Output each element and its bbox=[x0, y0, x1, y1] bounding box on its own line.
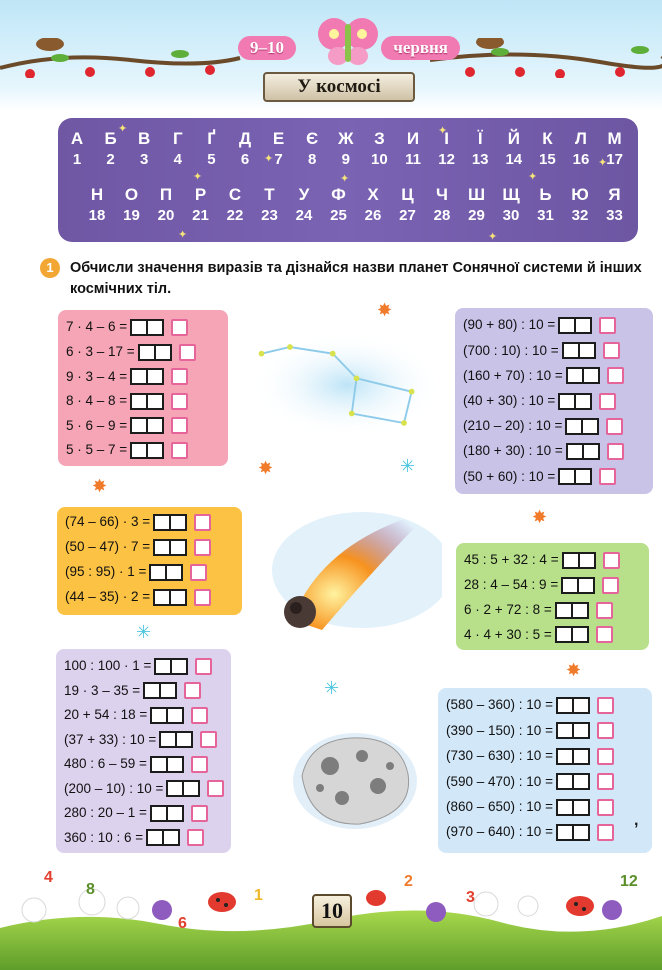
svg-text:8: 8 bbox=[86, 881, 95, 898]
equation-row bbox=[463, 339, 620, 361]
equation-row bbox=[446, 745, 614, 767]
answer-boxes[interactable] bbox=[153, 514, 187, 531]
alphabet-cell bbox=[186, 184, 216, 226]
alphabet-letter: Х bbox=[367, 185, 379, 204]
equation-expression: (37 + 33) : 10 = bbox=[64, 731, 157, 747]
equation-expression: 5 · 5 – 7 = bbox=[66, 442, 128, 458]
alphabet-cell bbox=[398, 128, 428, 170]
constellation-illustration bbox=[252, 330, 442, 440]
equation-expression: 20 + 54 : 18 = bbox=[64, 707, 148, 723]
equation-row bbox=[64, 680, 201, 702]
equation-row bbox=[66, 439, 188, 461]
alphabet-letter: Ї bbox=[477, 129, 483, 148]
letter-box[interactable] bbox=[194, 539, 211, 556]
letter-box[interactable] bbox=[179, 344, 196, 361]
star-icon: ✦ bbox=[264, 153, 274, 165]
equation-expression: 28 : 4 – 54 : 9 = bbox=[464, 577, 559, 593]
equation-expression: 360 : 10 : 6 = bbox=[64, 829, 144, 845]
alphabet-number: 21 bbox=[192, 207, 209, 224]
alphabet-number: 7 bbox=[274, 151, 283, 168]
equation-row bbox=[464, 599, 613, 621]
alphabet-letter: Ж bbox=[338, 129, 354, 148]
equation-row bbox=[64, 827, 204, 849]
letter-box[interactable] bbox=[603, 552, 620, 569]
equation-expression: 6 · 3 – 17 = bbox=[66, 344, 135, 360]
star-icon: ✸ bbox=[532, 507, 548, 527]
equation-row bbox=[64, 753, 208, 775]
star-icon: ✦ bbox=[118, 123, 128, 135]
equation-expression: (860 – 650) : 10 = bbox=[446, 799, 553, 815]
equation-expression: (590 – 470) : 10 = bbox=[446, 773, 553, 789]
page-number: 10 bbox=[312, 894, 352, 928]
answer-boxes[interactable] bbox=[153, 589, 187, 606]
equation-row bbox=[64, 778, 224, 800]
alphabet-letter: К bbox=[542, 129, 553, 148]
letter-box[interactable] bbox=[596, 602, 613, 619]
alphabet-letter: И bbox=[406, 129, 420, 148]
equation-expression: (210 – 20) : 10 = bbox=[463, 418, 563, 434]
answer-boxes[interactable] bbox=[561, 577, 595, 594]
alphabet-number: 2 bbox=[106, 151, 115, 168]
letter-box[interactable] bbox=[194, 514, 211, 531]
alphabet-number: 5 bbox=[207, 151, 216, 168]
equation-expression: 480 : 6 – 59 = bbox=[64, 756, 147, 772]
alphabet-letter: З bbox=[374, 129, 385, 148]
letter-box[interactable] bbox=[194, 589, 211, 606]
equation-row bbox=[463, 390, 616, 412]
answer-boxes[interactable] bbox=[143, 682, 177, 699]
alphabet-number: 31 bbox=[537, 207, 554, 224]
panel-yellow bbox=[57, 507, 242, 615]
star-icon: ✸ bbox=[258, 458, 274, 478]
letter-box[interactable] bbox=[207, 780, 224, 797]
equation-row bbox=[446, 770, 614, 792]
star-icon: ✦ bbox=[193, 171, 203, 183]
alphabet-cell bbox=[129, 128, 159, 170]
alphabet-cell bbox=[465, 128, 495, 170]
star-icon: ✸ bbox=[566, 660, 582, 680]
answer-boxes[interactable] bbox=[166, 780, 200, 797]
alphabet-letter: Н bbox=[90, 185, 104, 204]
alphabet-number: 6 bbox=[240, 151, 250, 168]
alphabet-number: 16 bbox=[572, 151, 590, 168]
panel-blue bbox=[438, 688, 652, 853]
alphabet-letter: Щ bbox=[502, 185, 520, 204]
alphabet-letter: Ґ bbox=[207, 129, 216, 148]
answer-boxes[interactable] bbox=[159, 731, 193, 748]
equation-expression: 4 · 4 + 30 : 5 = bbox=[464, 626, 552, 642]
star-icon: ✦ bbox=[438, 125, 448, 137]
equation-row bbox=[64, 655, 212, 677]
answer-boxes[interactable] bbox=[130, 442, 164, 459]
alphabet-letter: Я bbox=[608, 185, 621, 204]
alphabet-letter: Ь bbox=[539, 185, 552, 204]
letter-box[interactable] bbox=[200, 731, 217, 748]
alphabet-number: 23 bbox=[261, 207, 278, 224]
equation-row bbox=[65, 536, 211, 558]
equation-expression: (200 – 10) : 10 = bbox=[64, 780, 164, 796]
svg-text:2: 2 bbox=[404, 873, 413, 890]
equation-expression: (390 – 150) : 10 = bbox=[446, 722, 553, 738]
panel-lavender-right bbox=[455, 308, 653, 494]
letter-box[interactable] bbox=[607, 443, 624, 460]
task-number: 1 bbox=[40, 258, 60, 278]
equation-expression: 8 · 4 – 8 = bbox=[66, 393, 128, 409]
equation-expression: (74 – 66) · 3 = bbox=[65, 514, 151, 530]
alphabet-number: 33 bbox=[606, 207, 623, 224]
answer-boxes[interactable] bbox=[565, 418, 599, 435]
letter-box[interactable] bbox=[171, 442, 188, 459]
letter-box[interactable] bbox=[171, 417, 188, 434]
star-icon: ✦ bbox=[340, 173, 350, 185]
alphabet-letter: Г bbox=[172, 129, 183, 148]
answer-boxes[interactable] bbox=[130, 393, 164, 410]
alphabet-cell bbox=[324, 184, 354, 226]
alphabet-letter: Д bbox=[238, 129, 252, 148]
alphabet-cell bbox=[289, 184, 319, 226]
comet-illustration bbox=[262, 500, 442, 650]
svg-text:3: 3 bbox=[466, 889, 475, 906]
equation-row bbox=[464, 623, 613, 645]
equation-expression: 19 · 3 – 35 = bbox=[64, 682, 141, 698]
svg-text:12: 12 bbox=[620, 873, 638, 890]
answer-boxes[interactable] bbox=[556, 697, 590, 714]
answer-boxes[interactable] bbox=[154, 658, 188, 675]
equation-expression: (160 + 70) : 10 = bbox=[463, 367, 563, 383]
alphabet-letter: І bbox=[444, 129, 449, 148]
alphabet-cell bbox=[196, 128, 226, 170]
equation-row bbox=[65, 586, 211, 608]
equation-row bbox=[464, 574, 619, 596]
alphabet-number: 14 bbox=[505, 151, 523, 168]
equation-expression: 6 · 2 + 72 : 8 = bbox=[464, 602, 552, 618]
alphabet-number: 12 bbox=[438, 151, 455, 168]
equation-expression: (970 – 640) : 10 = bbox=[446, 824, 553, 840]
alphabet-cell bbox=[427, 184, 457, 226]
equation-row bbox=[66, 341, 196, 363]
star-icon: ✳ bbox=[400, 456, 416, 476]
alphabet-letter: Е bbox=[272, 129, 285, 148]
equation-expression: (50 – 47) · 7 = bbox=[65, 539, 151, 555]
alphabet-letter: М bbox=[607, 129, 622, 148]
star-icon: ✦ bbox=[598, 157, 608, 169]
answer-boxes[interactable] bbox=[146, 829, 180, 846]
answer-boxes[interactable] bbox=[153, 539, 187, 556]
alphabet-cipher-table bbox=[58, 118, 638, 242]
answer-boxes[interactable] bbox=[149, 564, 183, 581]
letter-box[interactable] bbox=[171, 393, 188, 410]
alphabet-letter: Й bbox=[507, 129, 520, 148]
answer-boxes[interactable] bbox=[556, 799, 590, 816]
letter-box[interactable] bbox=[597, 824, 614, 841]
alphabet-letter: О bbox=[124, 185, 139, 204]
svg-text:4: 4 bbox=[44, 869, 53, 886]
equation-expression: 45 : 5 + 32 : 4 = bbox=[464, 552, 559, 568]
answer-boxes[interactable] bbox=[138, 344, 172, 361]
trailing-comma: , bbox=[634, 812, 639, 829]
equation-row bbox=[64, 729, 217, 751]
answer-boxes[interactable] bbox=[562, 552, 596, 569]
letter-box[interactable] bbox=[597, 773, 614, 790]
date-badge bbox=[238, 30, 460, 66]
equation-row bbox=[446, 719, 614, 741]
asteroid-illustration bbox=[290, 726, 420, 836]
star-icon: ✳ bbox=[136, 622, 152, 642]
letter-box[interactable] bbox=[195, 658, 212, 675]
equation-expression: (95 : 95) · 1 = bbox=[65, 564, 147, 580]
alphabet-cell bbox=[297, 128, 327, 170]
alphabet-number: 25 bbox=[330, 207, 347, 224]
letter-box[interactable] bbox=[599, 317, 616, 334]
alphabet-cell bbox=[566, 128, 596, 170]
answer-boxes[interactable] bbox=[130, 319, 164, 336]
alphabet-cell bbox=[117, 184, 147, 226]
answer-boxes[interactable] bbox=[566, 443, 600, 460]
alphabet-cell bbox=[163, 128, 193, 170]
equation-row bbox=[446, 694, 614, 716]
alphabet-letter: Ш bbox=[467, 185, 486, 204]
svg-text:6: 6 bbox=[178, 915, 187, 932]
alphabet-number: 17 bbox=[606, 151, 623, 168]
equation-expression: (580 – 360) : 10 = bbox=[446, 697, 553, 713]
letter-box[interactable] bbox=[607, 367, 624, 384]
answer-boxes[interactable] bbox=[130, 417, 164, 434]
answer-boxes[interactable] bbox=[150, 805, 184, 822]
alphabet-row-2 bbox=[58, 184, 638, 234]
equation-row bbox=[463, 314, 616, 336]
answer-boxes[interactable] bbox=[556, 722, 590, 739]
equation-expression: (180 + 30) : 10 = bbox=[463, 443, 563, 459]
star-icon: ✦ bbox=[178, 229, 188, 241]
answer-boxes[interactable] bbox=[555, 602, 589, 619]
alphabet-number: 4 bbox=[173, 151, 182, 168]
alphabet-number: 26 bbox=[364, 207, 382, 224]
equation-expression: (44 – 35) · 2 = bbox=[65, 589, 151, 605]
equation-row bbox=[446, 796, 614, 818]
alphabet-number: 32 bbox=[571, 207, 589, 224]
answer-boxes[interactable] bbox=[556, 773, 590, 790]
equation-row bbox=[65, 511, 211, 533]
alphabet-cell bbox=[496, 184, 526, 226]
alphabet-cell bbox=[565, 184, 595, 226]
svg-text:1: 1 bbox=[254, 887, 263, 904]
equation-expression: (40 + 30) : 10 = bbox=[463, 393, 556, 409]
butterfly-icon bbox=[316, 14, 380, 68]
letter-box[interactable] bbox=[191, 756, 208, 773]
alphabet-cell bbox=[151, 184, 181, 226]
alphabet-cell bbox=[499, 128, 529, 170]
answer-boxes[interactable] bbox=[130, 368, 164, 385]
alphabet-cell bbox=[393, 184, 423, 226]
alphabet-cell bbox=[600, 184, 630, 226]
letter-box[interactable] bbox=[599, 393, 616, 410]
page-title: У космосі bbox=[263, 72, 415, 102]
equation-row bbox=[463, 364, 624, 386]
alphabet-cell bbox=[82, 184, 112, 226]
letter-box[interactable] bbox=[191, 805, 208, 822]
alphabet-cell bbox=[220, 184, 250, 226]
alphabet-letter: Ч bbox=[436, 185, 448, 204]
equation-expression: 9 · 3 – 4 = bbox=[66, 368, 128, 384]
equation-expression: (730 – 630) : 10 = bbox=[446, 748, 553, 764]
equation-expression: (700 : 10) : 10 = bbox=[463, 342, 559, 358]
answer-boxes[interactable] bbox=[555, 626, 589, 643]
alphabet-number: 1 bbox=[72, 151, 82, 168]
letter-box[interactable] bbox=[597, 722, 614, 739]
equation-expression: (90 + 80) : 10 = bbox=[463, 317, 556, 333]
letter-box[interactable] bbox=[187, 829, 204, 846]
alphabet-cell bbox=[255, 184, 285, 226]
star-icon: ✦ bbox=[488, 231, 498, 243]
alphabet-number: 30 bbox=[502, 207, 520, 224]
alphabet-letter: П bbox=[159, 185, 173, 204]
alphabet-number: 22 bbox=[226, 207, 244, 224]
answer-boxes[interactable] bbox=[556, 824, 590, 841]
letter-box[interactable] bbox=[171, 368, 188, 385]
equation-row bbox=[463, 440, 624, 462]
alphabet-letter: Р bbox=[194, 185, 207, 204]
alphabet-letter: Т bbox=[264, 185, 275, 204]
alphabet-number: 13 bbox=[471, 151, 489, 168]
star-icon: ✸ bbox=[92, 476, 108, 496]
equation-expression: 5 · 6 – 9 = bbox=[66, 417, 128, 433]
alphabet-number: 11 bbox=[405, 151, 421, 168]
alphabet-letter: У bbox=[298, 185, 310, 204]
alphabet-number: 24 bbox=[295, 207, 313, 224]
alphabet-cell bbox=[230, 128, 260, 170]
equation-row bbox=[66, 365, 188, 387]
date-month: червня bbox=[381, 36, 460, 60]
answer-boxes[interactable] bbox=[558, 393, 592, 410]
alphabet-cell bbox=[462, 184, 492, 226]
alphabet-row-1 bbox=[58, 128, 638, 178]
equation-expression: 7 · 4 – 6 = bbox=[66, 319, 128, 335]
alphabet-number: 29 bbox=[468, 207, 485, 224]
date-days: 9–10 bbox=[238, 36, 296, 60]
answer-boxes[interactable] bbox=[562, 342, 596, 359]
panel-lavender-left bbox=[56, 649, 231, 853]
answer-boxes[interactable] bbox=[558, 317, 592, 334]
answer-boxes[interactable] bbox=[558, 468, 592, 485]
letter-box[interactable] bbox=[599, 468, 616, 485]
letter-box[interactable] bbox=[597, 697, 614, 714]
task-instruction: Обчисли значення виразів та дізнайся назви планет Сонячної системи й інших космічних тіл. bbox=[70, 260, 642, 297]
answer-boxes[interactable] bbox=[150, 756, 184, 773]
star-icon: ✳ bbox=[324, 678, 340, 698]
equation-row bbox=[463, 415, 623, 437]
answer-boxes[interactable] bbox=[150, 707, 184, 724]
star-icon: ✦ bbox=[528, 171, 538, 183]
answer-boxes[interactable] bbox=[566, 367, 600, 384]
letter-box[interactable] bbox=[191, 707, 208, 724]
alphabet-letter: Є bbox=[306, 129, 319, 148]
star-icon: ✸ bbox=[377, 300, 393, 320]
panel-green bbox=[456, 543, 649, 650]
equation-expression: 280 : 20 – 1 = bbox=[64, 805, 147, 821]
alphabet-number: 27 bbox=[399, 207, 416, 224]
alphabet-number: 10 bbox=[371, 151, 388, 168]
equation-row bbox=[66, 316, 188, 338]
alphabet-cell bbox=[331, 128, 361, 170]
equation-row bbox=[66, 390, 188, 412]
alphabet-cell bbox=[358, 184, 388, 226]
alphabet-letter: В bbox=[138, 129, 151, 148]
alphabet-letter: Ц bbox=[401, 185, 414, 204]
alphabet-cell bbox=[62, 128, 92, 170]
equation-row bbox=[65, 561, 207, 583]
letter-box[interactable] bbox=[171, 319, 188, 336]
alphabet-number: 3 bbox=[140, 151, 149, 168]
letter-box[interactable] bbox=[597, 799, 614, 816]
equation-row bbox=[463, 465, 616, 487]
panel-red bbox=[58, 310, 228, 466]
equation-row bbox=[64, 802, 208, 824]
letter-box[interactable] bbox=[184, 682, 201, 699]
letter-box[interactable] bbox=[606, 418, 623, 435]
alphabet-letter: Ф bbox=[331, 185, 346, 204]
alphabet-number: 19 bbox=[123, 207, 140, 224]
alphabet-number: 28 bbox=[433, 207, 451, 224]
alphabet-letter: С bbox=[228, 185, 242, 204]
alphabet-letter: Б bbox=[104, 129, 117, 148]
alphabet-letter: Ю bbox=[571, 185, 589, 204]
equation-row bbox=[446, 821, 614, 843]
letter-box[interactable] bbox=[602, 577, 619, 594]
alphabet-number: 20 bbox=[157, 207, 175, 224]
alphabet-number: 8 bbox=[308, 151, 317, 168]
answer-boxes[interactable] bbox=[556, 748, 590, 765]
alphabet-number: 15 bbox=[539, 151, 556, 168]
equation-row bbox=[64, 704, 208, 726]
letter-box[interactable] bbox=[603, 342, 620, 359]
equation-expression: (50 + 60) : 10 = bbox=[463, 468, 556, 484]
alphabet-cell bbox=[531, 184, 561, 226]
equation-row bbox=[464, 549, 620, 571]
alphabet-cell bbox=[364, 128, 394, 170]
alphabet-cell bbox=[532, 128, 562, 170]
alphabet-letter: Л bbox=[575, 129, 587, 148]
equation-row bbox=[66, 414, 188, 436]
letter-box[interactable] bbox=[596, 626, 613, 643]
letter-box[interactable] bbox=[190, 564, 207, 581]
alphabet-number: 18 bbox=[88, 207, 106, 224]
letter-box[interactable] bbox=[597, 748, 614, 765]
equation-expression: 100 : 100 · 1 = bbox=[64, 658, 152, 674]
alphabet-number: 9 bbox=[341, 151, 350, 168]
alphabet-letter: А bbox=[70, 129, 84, 148]
